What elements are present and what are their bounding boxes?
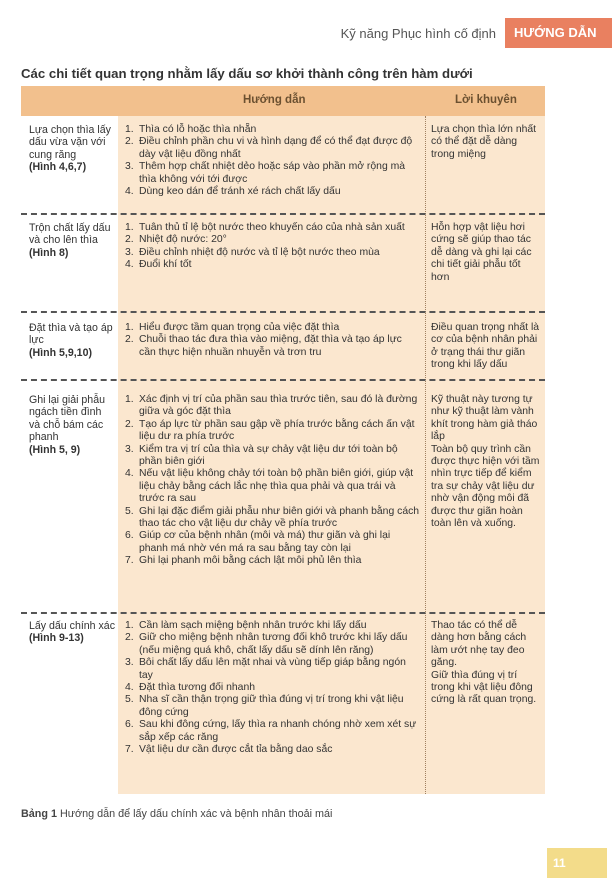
list-item: 6. Sau khi đông cứng, lấy thìa ra nhanh chóng nhờ xem xét sự sắp xếp các răng: [125, 719, 417, 743]
list-item: 7. Ghi lại phanh môi bằng cách lật môi phủ lên thìa: [125, 555, 362, 567]
list-item: 3. Thêm hợp chất nhiệt dẻo hoặc sáp vào phần mở rộng mà thìa không với tới được: [125, 161, 406, 185]
running-header-title: Kỹ năng Phục hình cố định: [340, 26, 496, 41]
row-label: Lựa chọn thìa lấy dấu vừa vặn với cung răng (Hình 4,6,7): [29, 124, 111, 174]
list-item: 1. Tuân thủ tỉ lệ bột nước theo khuyến cáo của nhà sản xuất: [125, 222, 405, 233]
list-item: 6. Giúp cơ của bệnh nhân (môi và má) thư giãn và ghi lại phanh má nhờ vén má ra sau bằng tay còn lại: [125, 530, 391, 554]
list-item: 3. Kiểm tra vị trí của thìa và sự chảy vật liệu dư tới toàn bộ phần biên giới: [125, 443, 398, 468]
advice-text: Kỹ thuật này tương tự như kỹ thuật làm vành khít trong hàm giả tháo lắp Toàn bộ quy trình cần được thực hiện với tầm nhìn trực tiếp để kiểm tra sự chảy vật liệu dư nhờ vận động môi đã được thư giãn hoàn toàn lên và xuống.: [431, 394, 540, 530]
list-item: 1. Thìa có lỗ hoặc thìa nhẵn: [125, 124, 257, 135]
row-label: Trộn chất lấy dấu và cho lên thìa (Hình 8): [29, 222, 111, 259]
list-item: 1. Cần làm sạch miệng bệnh nhân trước khi lấy dấu: [125, 620, 367, 631]
section-badge: HƯỚNG DẪN: [505, 18, 612, 48]
caption-label: Bảng 1: [21, 808, 57, 820]
row-divider: [21, 612, 545, 614]
row-divider: [21, 213, 545, 215]
list-item: 2. Điều chỉnh phần chu vi và hình dạng để có thể đạt được độ dày vật liệu đồng nhất: [125, 136, 413, 160]
row-label: Đặt thìa và tạo áp lực (Hình 5,9,10): [29, 322, 113, 359]
step-list: [125, 322, 421, 359]
list-item: 2. Nhiệt độ nước: 20°: [125, 234, 227, 246]
table-header: [21, 86, 545, 116]
list-item: 2. Giữ cho miệng bệnh nhân tương đối khô trước khi lấy dấu (nếu miệng quá khô, chất lấy dấu sẽ dính lên răng): [125, 632, 408, 656]
list-item: 1. Hiểu được tầm quan trọng của việc đặt thìa: [125, 322, 340, 333]
figure-reference: (Hình 5,9,10): [29, 346, 92, 359]
guideline-table: [21, 86, 545, 794]
figure-reference: (Hình 5, 9): [29, 443, 81, 456]
column-header-guide: Hướng dẫn: [243, 94, 306, 106]
step-list: [125, 394, 421, 568]
advice-text: Điều quan trọng nhất là cơ của bệnh nhân phải ở trạng thái thư giãn trong khi lấy dấu: [431, 322, 540, 371]
list-item: 4. Đặt thìa tương đối nhanh: [125, 682, 256, 694]
column-divider: [425, 116, 426, 794]
list-item: 3. Điều chỉnh nhiệt độ nước và tỉ lệ bột nước theo mùa: [125, 246, 380, 258]
page-number: 11: [547, 848, 607, 878]
list-item: 2. Chuỗi thao tác đưa thìa vào miệng, đặt thìa và tạo áp lực cần thực hiện nhuần nhuyễn và trơn tru: [125, 334, 402, 358]
list-item: 5. Nha sĩ cần thận trọng giữ thìa đúng vị trí trong khi vật liệu đông cứng: [125, 694, 404, 718]
section-title: Các chi tiết quan trọng nhằm lấy dấu sơ khởi thành công trên hàm dưới: [21, 66, 473, 81]
list-item: 4. Đuổi khí tốt: [125, 259, 192, 271]
row-label: Lấy dấu chính xác (Hình 9-13): [29, 620, 115, 645]
list-item: 4. Nếu vật liệu không chảy tới toàn bộ phần biên giới, giúp vật liệu chảy bằng cách lắc nhẹ thìa qua phải và qua trái và trước ra sau: [125, 468, 414, 505]
caption-text: Hướng dẫn để lấy dấu chính xác và bệnh nhân thoải mái: [60, 808, 333, 820]
step-list: [125, 222, 421, 272]
list-item: 5. Ghi lại đặc điểm giải phẫu như biên giới và phanh bằng cách thao tác cho vật liệu dư chảy về phía trước: [125, 505, 420, 530]
figure-reference: (Hình 8): [29, 246, 69, 259]
step-list: [125, 620, 421, 756]
advice-text: Lựa chọn thìa lớn nhất có thể đặt dễ dàng trong miệng: [431, 124, 537, 160]
advice-text: Thao tác có thể dễ dàng hơn bằng cách làm ướt nhẹ tay đeo găng. Giữ thìa đúng vị trí trong khi vật liệu đông cứng là rất quan trọng.: [431, 620, 537, 706]
list-item: 7. Vật liệu dư cần được cắt tỉa bằng dao sắc: [125, 744, 333, 756]
column-header-advice: Lời khuyên: [455, 94, 517, 106]
table-caption: [21, 808, 332, 820]
list-item: 3. Bôi chất lấy dấu lên mặt nhai và vùng tiếp giáp bằng ngón tay: [125, 657, 406, 681]
row-label: Ghi lại giải phẫu ngách tiền đình và chỗ bám các phanh (Hình 5, 9): [29, 394, 105, 456]
figure-reference: (Hình 9-13): [29, 632, 84, 645]
figure-reference: (Hình 4,6,7): [29, 161, 87, 174]
row-divider: [21, 311, 545, 313]
list-item: 4. Dùng keo dán để tránh xé rách chất lấy dấu: [125, 186, 341, 198]
list-item: 2. Tạo áp lực từ phần sau gập về phía trước bằng cách ấn vật liệu dư ra phía trước: [125, 418, 415, 443]
list-item: 1. Xác định vị trí của phần sau thìa trước tiên, sau đó là đường giữa và góc đặt thìa: [125, 394, 418, 418]
step-list: [125, 124, 421, 198]
advice-text: Hỗn hợp vật liệu hơi cứng sẽ giúp thao tác dễ dàng và ghi lại các chi tiết giải phẫu tốt hơn: [431, 222, 532, 283]
row-divider: [21, 379, 545, 381]
